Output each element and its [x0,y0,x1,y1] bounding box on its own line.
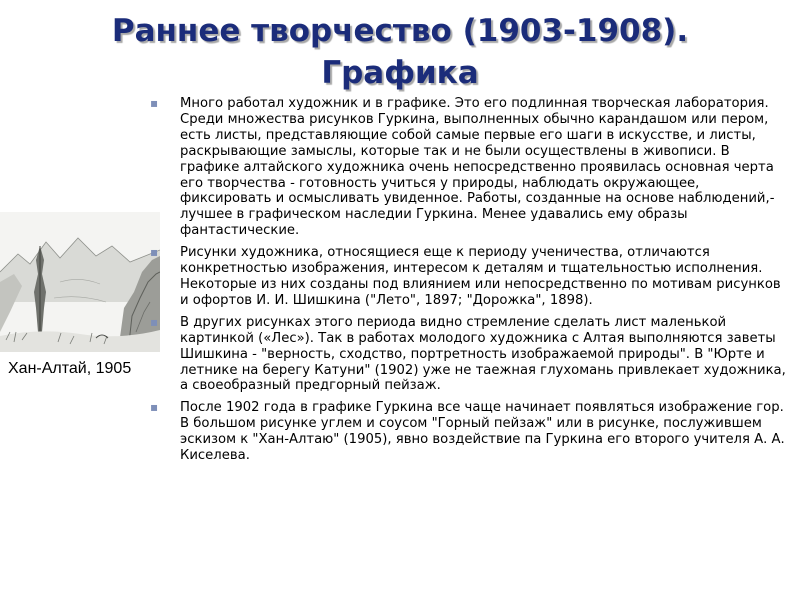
slide-title-line-2: Графика [321,55,479,91]
slide-title-line-1: Раннее творчество (1903-1908). [111,13,689,49]
bullet-icon: ▪ [150,400,159,415]
paragraph-text: Много работал художник и в графике. Это его подлинная творческая лаборатория. Среди множества рисунков Гуркина, выполненных обычно карандашом или пером, есть листы, представляющие собой самые первые его шаги в искусстве, и листы, раскрывающие замыслы, которые так и не были осуществлены в живописи. В графике алтайского художника очень непосредственно проявилась основная черта его творчества - готовность учиться у природы, наблюдать окружающее, фиксировать и осмысливать увиденное. Работы, созданные на основе наблюдений,- лучшее в графическом наследии Гуркина. Менее удавались ему образы фантастические. [180,96,775,239]
paragraph-text: В других рисунках этого периода видно стремление сделать лист маленькой картинкой («Лес»). Так в работах молодого художника с Алтая выполняются заветы Шишкина - "верность, сходство, портретность изображаемой природы". В "Юрте и летнике на берегу Катуни" (1902) уже не таежная глухомань привлекает художника, а своеобразный предгорный пейзаж. [180,314,786,394]
image-caption: Хан-Алтай, 1905 [8,360,132,377]
paragraph [150,96,786,239]
paragraph [150,245,786,309]
text-content [150,96,786,470]
paragraph-text: Рисунки художника, относящиеся еще к периоду ученичества, отличаются конкретностью изображения, интересом к деталям и тщательностью исполнения. Некоторые из них созданы под влиянием или непосредственно по мотивам рисунков и офортов И. И. Шишкина ("Лето", 1897; "Дорожка", 1898). [180,245,781,308]
sketch-image-khan-altai [0,212,160,352]
slide-title [0,10,800,94]
paragraph [150,400,786,464]
bullet-icon: ▪ [150,245,159,260]
bullet-icon: ▪ [150,314,159,329]
paragraph [150,315,786,395]
bullet-icon: ▪ [150,96,159,110]
paragraph-text: После 1902 года в графике Гуркина все чаще начинает появляться изображение гор. В большом рисунке углем и соусом "Горный пейзаж" или в рисунке, послужившем эскизом к "Хан-Алтаю" (1905), явно воздействие па Гуркина его второго учителя А. А. Киселева. [180,400,785,464]
